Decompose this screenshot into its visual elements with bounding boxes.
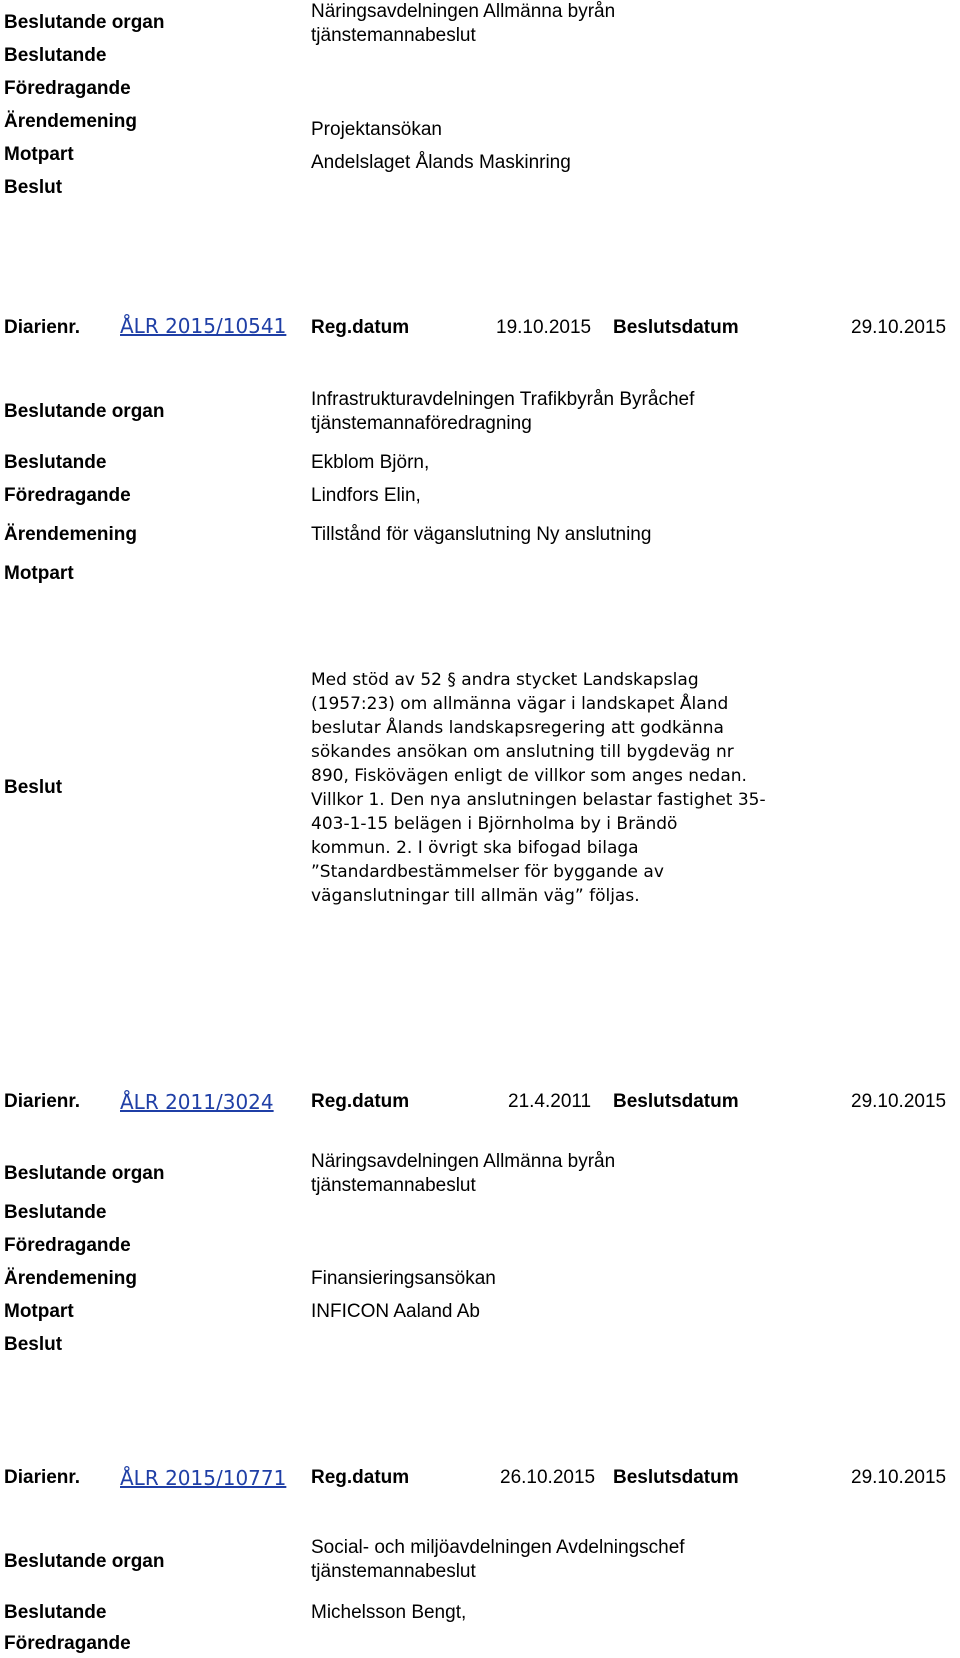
label-motpart: Motpart [4, 563, 74, 584]
beslutsdatum-value: 29.10.2015 [851, 1467, 947, 1488]
label-regdatum: Reg.datum [311, 1091, 410, 1112]
label-beslutande-organ: Beslutande organ [4, 12, 165, 33]
organ-value-line2: tjänstemannabeslut [311, 25, 476, 46]
beslut-line: (1957:23) om allmänna vägar i landskapet Åland [311, 694, 729, 714]
beslutsdatum-value: 29.10.2015 [851, 1091, 947, 1112]
beslutande-value: Michelsson Bengt, [311, 1602, 467, 1623]
label-beslutande-organ: Beslutande organ [4, 1551, 165, 1572]
beslut-line: sökandes ansökan om anslutning till bygdeväg nr [311, 742, 734, 762]
foredragande-value: Lindfors Elin, [311, 485, 421, 506]
label-foredragande: Föredragande [4, 78, 131, 99]
label-arendemening: Ärendemening [4, 111, 138, 132]
diarienr-link[interactable]: ÅLR 2015/10771 [120, 1466, 287, 1490]
label-regdatum: Reg.datum [311, 1467, 410, 1488]
beslut-line: ”Standardbestämmelser för byggande av [311, 862, 664, 882]
regdatum-value: 21.4.2011 [508, 1091, 592, 1112]
organ-value: Social- och miljöavdelningen Avdelningschef [311, 1537, 685, 1558]
label-arendemening: Ärendemening [4, 524, 138, 545]
label-foredragande: Föredragande [4, 1235, 131, 1256]
label-motpart: Motpart [4, 144, 74, 165]
organ-value-line2: tjänstemannaföredragning [311, 413, 532, 434]
label-motpart: Motpart [4, 1301, 74, 1322]
label-arendemening: Ärendemening [4, 1268, 138, 1289]
organ-value: Näringsavdelningen Allmänna byrån [311, 1151, 616, 1172]
regdatum-value: 26.10.2015 [500, 1467, 596, 1488]
beslut-text [311, 668, 791, 908]
label-beslut: Beslut [4, 777, 63, 798]
organ-value: Näringsavdelningen Allmänna byrån [311, 1, 616, 22]
diarienr-link[interactable]: ÅLR 2011/3024 [120, 1090, 274, 1114]
beslut-line: väganslutningar till allmän väg” följas. [311, 886, 640, 906]
label-beslutsdatum: Beslutsdatum [613, 317, 739, 338]
label-beslutande: Beslutande [4, 452, 107, 473]
label-regdatum: Reg.datum [311, 317, 410, 338]
label-beslutande: Beslutande [4, 45, 107, 66]
label-beslutande-organ: Beslutande organ [4, 401, 165, 422]
motpart-value: INFICON Aaland Ab [311, 1301, 480, 1322]
beslut-line: kommun. 2. I övrigt ska bifogad bilaga [311, 838, 639, 858]
label-beslut: Beslut [4, 1334, 63, 1355]
arendemening-value: Finansieringsansökan [311, 1268, 496, 1289]
diarienr-link[interactable]: ÅLR 2015/10541 [120, 314, 287, 338]
beslut-line: Med stöd av 52 § andra stycket Landskapslag [311, 670, 699, 690]
organ-value: Infrastrukturavdelningen Trafikbyrån Byråchef [311, 389, 695, 410]
beslutsdatum-value: 29.10.2015 [851, 317, 947, 338]
arendemening-value: Tillstånd för väganslutning Ny anslutning [311, 524, 652, 545]
label-beslutande-organ: Beslutande organ [4, 1163, 165, 1184]
arendemening-value: Projektansökan [311, 119, 442, 140]
label-diarienr: Diarienr. [4, 1467, 81, 1488]
label-beslutsdatum: Beslutsdatum [613, 1091, 739, 1112]
organ-value-line2: tjänstemannabeslut [311, 1561, 476, 1582]
label-diarienr: Diarienr. [4, 317, 81, 338]
label-foredragande: Föredragande [4, 485, 131, 506]
label-beslutande: Beslutande [4, 1202, 107, 1223]
label-foredragande: Föredragande [4, 1633, 131, 1654]
beslut-line: 890, Fiskövägen enligt de villkor som anges nedan. [311, 766, 747, 786]
regdatum-value: 19.10.2015 [496, 317, 592, 338]
motpart-value: Andelslaget Ålands Maskinring [311, 152, 571, 173]
label-beslut: Beslut [4, 177, 63, 198]
beslut-line: 403-1-15 belägen i Björnholma by i Brändö [311, 814, 678, 834]
beslut-line: Villkor 1. Den nya anslutningen belastar fastighet 35- [311, 790, 766, 810]
organ-value-line2: tjänstemannabeslut [311, 1175, 476, 1196]
label-diarienr: Diarienr. [4, 1091, 81, 1112]
beslut-line: beslutar Ålands landskapsregering att godkänna [311, 718, 724, 738]
label-beslutande: Beslutande [4, 1602, 107, 1623]
label-beslutsdatum: Beslutsdatum [613, 1467, 739, 1488]
beslutande-value: Ekblom Björn, [311, 452, 430, 473]
